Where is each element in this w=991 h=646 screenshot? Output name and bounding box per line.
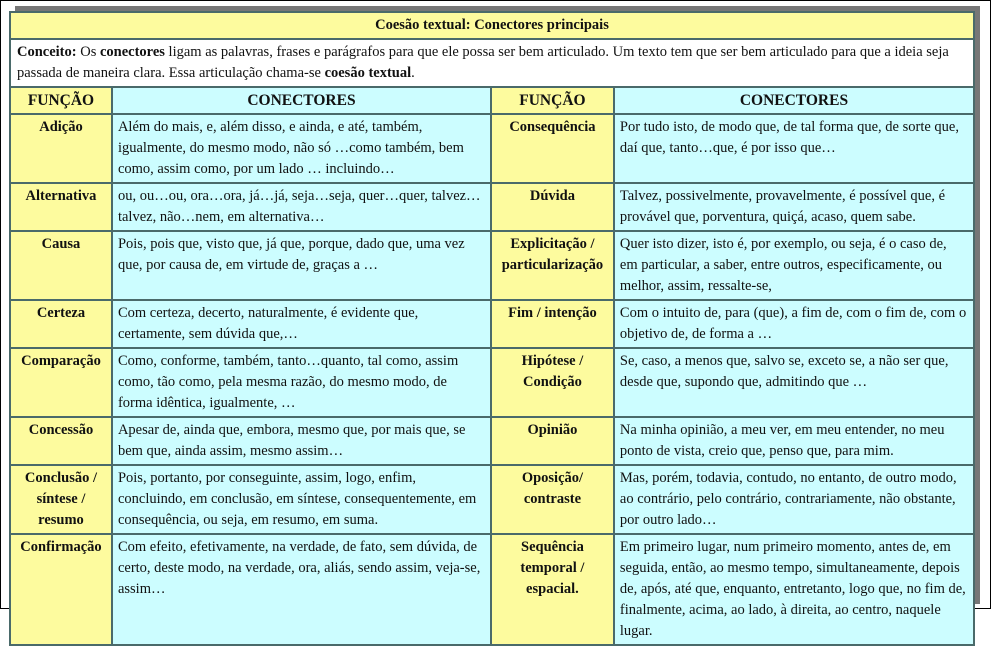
concept-label: Conceito: <box>17 44 77 60</box>
table-row <box>10 417 974 465</box>
connectors-cell: Com efeito, efetivamente, na verdade, de fato, sem dúvida, de certo, deste modo, na verdade, ora, aliás, sendo assim, veja-se, assim… <box>112 534 491 645</box>
function-cell: Certeza <box>10 300 112 348</box>
function-cell: Opinião <box>491 417 614 465</box>
connectors-cell: Por tudo isto, de modo que, de tal forma que, de sorte que, daí que, tanto…que, é por isso que… <box>614 114 974 183</box>
connectors-table <box>9 11 975 646</box>
connectors-cell: Pois, pois que, visto que, já que, porque, dado que, uma vez que, por causa de, em virtude de, graças a … <box>112 231 491 300</box>
connectors-cell: Mas, porém, todavia, contudo, no entanto, de outro modo, ao contrário, pelo contrário, contrariamente, não obstante, por outro lado… <box>614 465 974 534</box>
connectors-cell: Em primeiro lugar, num primeiro momento, antes de, em seguida, então, ao mesmo tempo, simultaneamente, depois de, após, até que, enquanto, entretanto, logo que, no fim de, finalmente, acima, ao lado, à direita, ao centro, naquele lugar. <box>614 534 974 645</box>
function-cell: Concessão <box>10 417 112 465</box>
connectors-cell: Com o intuito de, para (que), a fim de, com o fim de, com o objetivo de, de forma a … <box>614 300 974 348</box>
connectors-cell: Pois, portanto, por conseguinte, assim, logo, enfim, concluindo, em conclusão, em síntese, consequentemente, em consequência, ou seja, em resumo, em suma. <box>112 465 491 534</box>
concept-paragraph <box>10 39 974 87</box>
table-row <box>10 534 974 645</box>
concept-text: ligam as palavras, frases e parágrafos para que ele possa ser bem articulado. Um texto tem que ser bem articulado para que a ideia seja passada de maneira clara. Essa articulação chama-se <box>17 44 949 81</box>
connectors-cell: Talvez, possivelmente, provavelmente, é possível que, é provável que, porventura, quiçá, acaso, quem sabe. <box>614 183 974 231</box>
function-cell: Sequência temporal / espacial. <box>491 534 614 645</box>
connectors-cell: Com certeza, decerto, naturalmente, é evidente que, certamente, sem dúvida que,… <box>112 300 491 348</box>
connectors-cell: ou, ou…ou, ora…ora, já…já, seja…seja, quer…quer, talvez…talvez, não…nem, em alternativa… <box>112 183 491 231</box>
connectors-cell: Apesar de, ainda que, embora, mesmo que, por mais que, se bem que, ainda assim, mesmo assim… <box>112 417 491 465</box>
table-row <box>10 348 974 417</box>
table-row <box>10 231 974 300</box>
function-cell: Hipótese / Condição <box>491 348 614 417</box>
table-title: Coesão textual: Conectores principais <box>10 12 974 39</box>
function-cell: Adição <box>10 114 112 183</box>
connectors-cell: Além do mais, e, além disso, e ainda, e até, também, igualmente, do mesmo modo, não só …como também, bem como, assim como, por um lado … incluindo… <box>112 114 491 183</box>
function-cell: Comparação <box>10 348 112 417</box>
function-cell: Consequência <box>491 114 614 183</box>
header-conectores: CONECTORES <box>614 87 974 114</box>
function-cell: Dúvida <box>491 183 614 231</box>
connectors-cell: Na minha opinião, a meu ver, em meu entender, no meu ponto de vista, creio que, penso que, para mim. <box>614 417 974 465</box>
concept-bold: conectores <box>99 44 165 60</box>
function-cell: Confirmação <box>10 534 112 645</box>
table-row <box>10 300 974 348</box>
function-cell: Alternativa <box>10 183 112 231</box>
header-conectores: CONECTORES <box>112 87 491 114</box>
function-cell: Oposição/ contraste <box>491 465 614 534</box>
connectors-cell: Se, caso, a menos que, salvo se, exceto se, a não ser que, desde que, supondo que, admitindo que … <box>614 348 974 417</box>
table-row <box>10 114 974 183</box>
header-funcao: FUNÇÃO <box>491 87 614 114</box>
concept-text: . <box>411 65 415 81</box>
connectors-cell: Quer isto dizer, isto é, por exemplo, ou seja, é o caso de, em particular, a saber, entre outros, especificamente, ou melhor, assim, ressalte-se, <box>614 231 974 300</box>
connectors-cell: Como, conforme, também, tanto…quanto, tal como, assim como, tão como, pela mesma razão, do mesmo modo, de forma idêntica, igualmente, … <box>112 348 491 417</box>
function-cell: Fim / intenção <box>491 300 614 348</box>
function-cell: Explicitação / particularização <box>491 231 614 300</box>
concept-bold: coesão textual <box>324 65 412 81</box>
function-cell: Causa <box>10 231 112 300</box>
function-cell: Conclusão / síntese / resumo <box>10 465 112 534</box>
header-funcao: FUNÇÃO <box>10 87 112 114</box>
concept-text: Os <box>76 44 100 60</box>
table-row <box>10 183 974 231</box>
table-row <box>10 465 974 534</box>
